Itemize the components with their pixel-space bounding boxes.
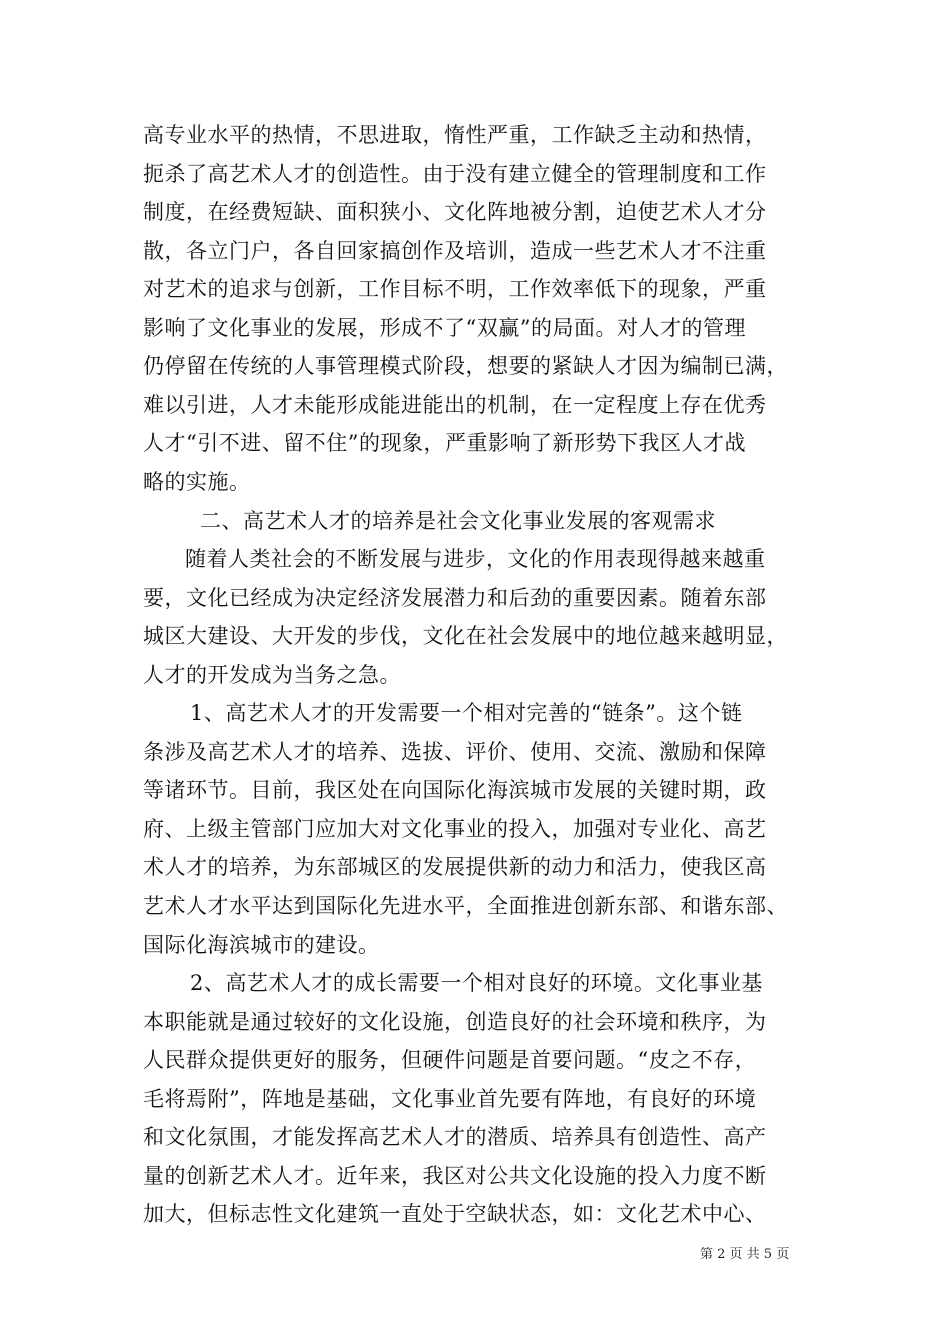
- body-text-line: 1、高艺术人才的开发需要一个相对完善的“链条”。这个链: [190, 701, 743, 725]
- body-text-line: 本职能就是通过较好的文化设施，创造良好的社会环境和秩序，为: [143, 1010, 767, 1034]
- body-text-line: 条涉及高艺术人才的培养、选拔、评价、使用、交流、激励和保障: [143, 740, 767, 764]
- body-text-line: 扼杀了高艺术人才的创造性。由于没有建立健全的管理制度和工作: [143, 162, 767, 186]
- body-text-line: 城区大建设、大开发的步伐，文化在社会发展中的地位越来越明显，: [143, 624, 788, 648]
- body-text-line: 难以引进，人才未能形成能进能出的机制，在一定程度上存在优秀: [143, 393, 767, 417]
- body-text-line: 人才的开发成为当务之急。: [143, 663, 401, 687]
- body-text-line: 略的实施。: [143, 470, 251, 494]
- body-text-line: 艺术人才水平达到国际化先进水平，全面推进创新东部、和谐东部、: [143, 894, 788, 918]
- body-text-line: 等诸环节。目前，我区处在向国际化海滨城市发展的关键时期，政: [143, 778, 767, 802]
- body-text-line: 影响了文化事业的发展，形成不了“双赢”的局面。对人才的管理: [143, 316, 746, 340]
- body-text-line: 量的创新艺术人才。近年来，我区对公共文化设施的投入力度不断: [143, 1164, 767, 1188]
- body-text-line: 毛将焉附”，阵地是基础，文化事业首先要有阵地，有良好的环境: [143, 1087, 757, 1111]
- body-text-line: 加大，但标志性文化建筑一直处于空缺状态，如：文化艺术中心、: [143, 1202, 767, 1226]
- body-text-line: 术人才的培养，为东部城区的发展提供新的动力和活力，使我区高: [143, 855, 767, 879]
- section-heading: 二、高艺术人才的培养是社会文化事业发展的客观需求: [200, 509, 716, 533]
- body-text-line: 随着人类社会的不断发展与进步，文化的作用表现得越来越重: [185, 547, 766, 571]
- body-text-line: 制度，在经费短缺、面积狭小、文化阵地被分割，迫使艺术人才分: [143, 200, 767, 224]
- body-text-line: 对艺术的追求与创新，工作目标不明，工作效率低下的现象，严重: [143, 277, 767, 301]
- body-text-line: 高专业水平的热情，不思进取，惰性严重，工作缺乏主动和热情，: [143, 123, 767, 147]
- body-text-line: 府、上级主管部门应加大对文化事业的投入，加强对专业化、高艺: [143, 817, 767, 841]
- body-text-line: 仍停留在传统的人事管理模式阶段，想要的紧缺人才因为编制已满，: [143, 354, 788, 378]
- body-text-line: 要，文化已经成为决定经济发展潜力和后劲的重要因素。随着东部: [143, 586, 767, 610]
- body-text-line: 2、高艺术人才的成长需要一个相对良好的环境。文化事业基: [190, 971, 763, 995]
- body-text-line: 国际化海滨城市的建设。: [143, 933, 380, 957]
- body-text-line: 人才“引不进、留不住”的现象，严重影响了新形势下我区人才战: [143, 431, 746, 455]
- body-text-line: 散，各立门户，各自回家搞创作及培训，造成一些艺术人才不注重: [143, 239, 767, 263]
- body-text-line: 人民群众提供更好的服务，但硬件问题是首要问题。“皮之不存，: [143, 1048, 757, 1072]
- body-text-line: 和文化氛围，才能发挥高艺术人才的潜质、培养具有创造性、高产: [143, 1125, 767, 1149]
- page-number-footer: 第 2 页 共 5 页: [700, 1247, 790, 1262]
